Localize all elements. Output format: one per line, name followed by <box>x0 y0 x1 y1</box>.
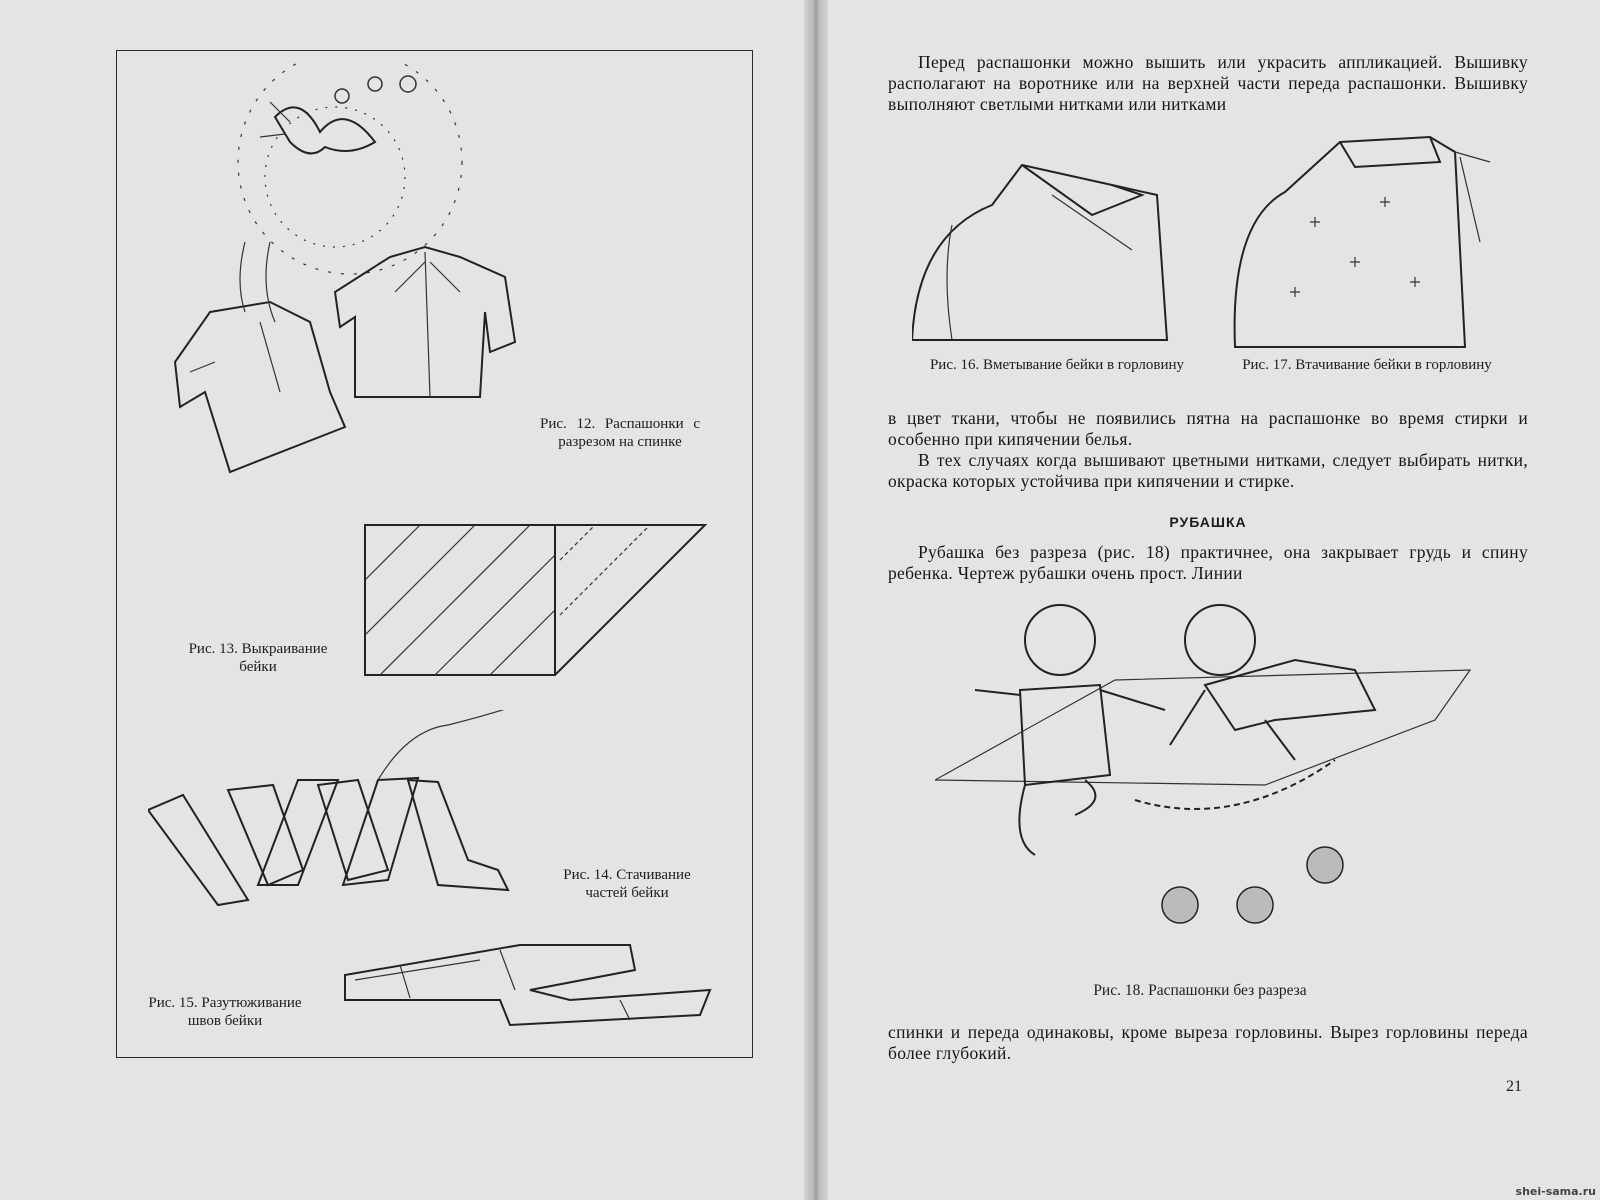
fig12-illustration <box>160 62 520 492</box>
book-gutter <box>804 0 828 1200</box>
paragraph-shirt-intro <box>888 542 1528 584</box>
page-number: 21 <box>1506 1078 1522 1095</box>
fig18-caption: Рис. 18. Распашонки без разреза <box>1093 982 1307 999</box>
paragraph-4-text: Рубашка без разреза (рис. 18) практичнее, она закрывает грудь и спину ребенка. Чертеж рубашки очень прост. Линии <box>888 542 1528 583</box>
flower-motifs <box>335 76 416 103</box>
fig12-caption: Рис. 12. Распашонки с разрезом на спинке <box>540 416 700 450</box>
bow-ribbon <box>275 107 375 153</box>
paragraph-colored-threads <box>888 450 1528 492</box>
paragraph-3-text: В тех случаях когда вышивают цветными нитками, следует выбирать нитки, окраска которых устойчива при кипячении и стирке. <box>888 450 1528 491</box>
applique-motifs <box>1162 847 1343 923</box>
fig16-illustration <box>912 155 1182 355</box>
baby-left-drawing <box>975 605 1165 855</box>
fig17-illustration <box>1230 132 1500 352</box>
baby-right-drawing <box>1170 605 1375 760</box>
fig17-caption: Рис. 17. Втачивание бейки в горловину <box>1242 357 1492 373</box>
section-heading: РУБАШКА <box>1169 514 1247 530</box>
paragraph-shirt-lines: спинки и переда одинаковы, кроме выреза горловины. Вырез горловины переда более глубокий. <box>888 1022 1528 1063</box>
fig14-illustration <box>148 710 528 910</box>
fig13-caption: Рис. 13. Выкраивание бейки <box>188 641 328 675</box>
fig13-illustration <box>360 520 720 685</box>
embroidery-stars <box>1290 197 1420 297</box>
jacket-right-drawing <box>335 247 515 397</box>
paragraph-continued: в цвет ткани, чтобы не появились пятна на распашонке во время стирки и особенно при кипячении белья. <box>888 408 1528 449</box>
fig16-caption: Рис. 16. Вметывание бейки в горловину <box>929 357 1185 373</box>
fig14-caption: Рис. 14. Стачивание частей бейки <box>563 867 691 901</box>
fig18-illustration <box>935 600 1475 980</box>
paragraph-embroidery-intro <box>888 52 1528 115</box>
watermark: shei-sama.ru <box>1515 1185 1596 1198</box>
fig15-illustration <box>340 940 720 1030</box>
embroidery-ring-pattern <box>238 62 462 274</box>
fig15-caption: Рис. 15. Разутюживание швов бейки <box>148 995 302 1029</box>
paragraph-1-text: Перед распашонки можно вышить или украсить аппликацией. Вышивку располагают на воротнике или на верхней части переда распашонки. Вышивку выполняют светлыми нитками или нитками <box>888 52 1528 114</box>
jacket-left-drawing <box>175 242 345 472</box>
